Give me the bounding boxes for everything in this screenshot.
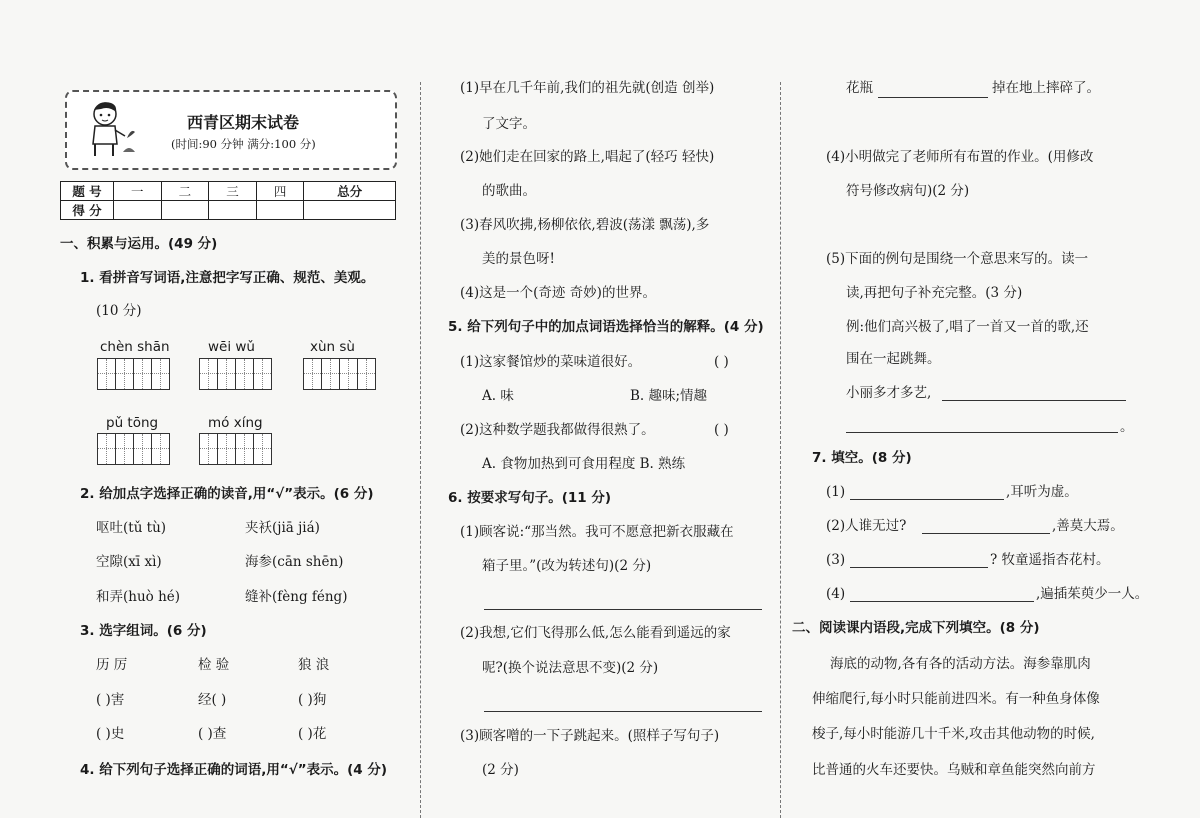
word-blank[interactable]: ( )史 bbox=[96, 726, 125, 742]
table-cell: 题 号 bbox=[61, 182, 114, 201]
question-1: 1. 看拼音写词语,注意把字写正确、规范、美观。 bbox=[80, 270, 375, 286]
section-heading: 二、阅读课内语段,完成下列填空。(8 分) bbox=[792, 620, 1040, 636]
q6-prompt: (3)顾客噌的一下子跳起来。(照样子写句子) bbox=[460, 728, 720, 744]
pronunciation-item[interactable]: 缝补(fèng féng) bbox=[245, 589, 348, 605]
answer-line[interactable] bbox=[846, 432, 1118, 433]
q6-prompt: 呢?(换个说法意思不变)(2 分) bbox=[482, 660, 659, 676]
answer-line[interactable] bbox=[922, 533, 1050, 534]
example-line: 围在一起跳舞。 bbox=[846, 351, 941, 367]
answer-line[interactable] bbox=[942, 400, 1126, 401]
reading-paragraph-line: 海底的动物,各有各的活动方法。海参靠肌肉 bbox=[830, 656, 1091, 672]
word-blank[interactable]: 经( ) bbox=[198, 692, 227, 708]
options-line[interactable]: A. 食物加热到可食用程度 B. 熟练 bbox=[482, 456, 686, 472]
exam-title: 西青区期末试卷 bbox=[187, 113, 300, 132]
section-heading: 一、积累与运用。(49 分) bbox=[60, 236, 218, 252]
column-2 bbox=[448, 0, 772, 818]
text: 小丽多才多艺, bbox=[846, 385, 932, 401]
pronunciation-item[interactable]: 呕吐(tǔ tù) bbox=[96, 520, 167, 536]
writing-grid[interactable] bbox=[304, 358, 376, 390]
answer-paren[interactable]: ( ) bbox=[714, 354, 729, 370]
answer-line[interactable] bbox=[878, 97, 988, 98]
answer-line[interactable] bbox=[850, 567, 988, 568]
pinyin-label: chèn shān bbox=[100, 339, 170, 355]
text: (1) bbox=[826, 484, 846, 500]
char-choice: 检 验 bbox=[198, 657, 230, 673]
exam-subtitle: (时间:90 分钟 满分:100 分) bbox=[171, 137, 316, 151]
text: ,遍插茱萸少一人。 bbox=[1036, 586, 1149, 602]
pronunciation-item[interactable]: 海参(cān shēn) bbox=[245, 554, 344, 570]
table-cell: 四 bbox=[256, 182, 304, 201]
column-divider bbox=[420, 82, 421, 818]
writing-grid[interactable] bbox=[200, 433, 272, 465]
text: 花瓶 bbox=[846, 80, 873, 96]
text: (4) bbox=[826, 586, 846, 602]
q6-prompt: 符号修改病句)(2 分) bbox=[846, 183, 970, 199]
q4-line: 美的景色呀! bbox=[482, 251, 555, 267]
pinyin-label: xùn sù bbox=[310, 339, 355, 355]
option-b[interactable]: B. 趣味;情趣 bbox=[630, 388, 708, 404]
q5-sentence: (2)这种数学题我都做得很熟了。 bbox=[460, 422, 655, 438]
q4-line: (4)这是一个(奇迹 奇妙)的世界。 bbox=[460, 285, 656, 301]
question-7: 7. 填空。(8 分) bbox=[812, 450, 912, 466]
option-a[interactable]: A. 味 bbox=[482, 388, 514, 404]
word-blank[interactable]: ( )狗 bbox=[298, 692, 327, 708]
char-choice: 历 厉 bbox=[96, 657, 128, 673]
pronunciation-item[interactable]: 空隙(xī xì) bbox=[96, 554, 162, 570]
answer-paren[interactable]: ( ) bbox=[714, 422, 729, 438]
table-cell: 一 bbox=[114, 182, 162, 201]
table-cell: 得 分 bbox=[61, 201, 114, 220]
pronunciation-item[interactable]: 夹袄(jiā jiá) bbox=[245, 520, 320, 536]
text: 。 bbox=[1120, 419, 1134, 435]
q6-prompt: (4)小明做完了老师所有布置的作业。(用修改 bbox=[826, 149, 1094, 165]
question-3: 3. 选字组词。(6 分) bbox=[80, 623, 207, 639]
table-cell: 总分 bbox=[304, 182, 396, 201]
q6-prompt: 读,再把句子补充完整。(3 分) bbox=[846, 285, 1023, 301]
q4-line: (1)早在几千年前,我们的祖先就(创造 创举) bbox=[460, 80, 715, 96]
word-blank[interactable]: ( )花 bbox=[298, 726, 327, 742]
question-4: 4. 给下列句子选择正确的词语,用“√”表示。(4 分) bbox=[80, 762, 388, 778]
question-2: 2. 给加点字选择正确的读音,用“√”表示。(6 分) bbox=[80, 486, 374, 502]
answer-line[interactable] bbox=[850, 499, 1004, 500]
pronunciation-item[interactable]: 和弄(huò hé) bbox=[96, 589, 181, 605]
q6-prompt: (2 分) bbox=[482, 762, 519, 778]
column-3 bbox=[792, 0, 1152, 818]
q4-line: 的歌曲。 bbox=[482, 183, 536, 199]
table-cell: 三 bbox=[209, 182, 257, 201]
q6-prompt: (1)顾客说:“那当然。我可不愿意把新衣服藏在 bbox=[460, 524, 734, 540]
question-5: 5. 给下列句子中的加点词语选择恰当的解释。(4 分) bbox=[448, 319, 764, 335]
text: ,耳听为虚。 bbox=[1006, 484, 1078, 500]
column-divider bbox=[780, 82, 781, 818]
writing-grid[interactable] bbox=[200, 358, 272, 390]
writing-grid[interactable] bbox=[98, 433, 170, 465]
text: ,善莫大焉。 bbox=[1052, 518, 1124, 534]
question-6: 6. 按要求写句子。(11 分) bbox=[448, 490, 612, 506]
reading-paragraph-line: 梭子,每小时能游几十千米,攻击其他动物的时候, bbox=[812, 726, 1095, 742]
q6-prompt: 箱子里。”(改为转述句)(2 分) bbox=[482, 558, 652, 574]
q4-line: (3)春风吹拂,杨柳依依,碧波(荡漾 飘荡),多 bbox=[460, 217, 710, 233]
writing-grid[interactable] bbox=[98, 358, 170, 390]
q6-prompt: (5)下面的例句是围绕一个意思来写的。读一 bbox=[826, 251, 1089, 267]
pinyin-label: mó xíng bbox=[208, 415, 263, 431]
q4-line: 了文字。 bbox=[482, 116, 536, 132]
question-1-points: (10 分) bbox=[96, 303, 142, 319]
q6-prompt: (2)我想,它们飞得那么低,怎么能看到遥远的家 bbox=[460, 625, 731, 641]
pinyin-label: wēi wǔ bbox=[208, 339, 255, 355]
pinyin-label: pǔ tōng bbox=[106, 415, 159, 431]
q4-line: (2)她们走在回家的路上,唱起了(轻巧 轻快) bbox=[460, 149, 715, 165]
answer-line[interactable] bbox=[484, 609, 762, 610]
answer-line[interactable] bbox=[850, 601, 1034, 602]
word-blank[interactable]: ( )查 bbox=[198, 726, 227, 742]
reading-paragraph-line: 伸缩爬行,每小时只能前进四米。有一种鱼身体像 bbox=[812, 691, 1100, 707]
q5-sentence: (1)这家餐馆炒的菜味道很好。 bbox=[460, 354, 642, 370]
table-cell: 二 bbox=[161, 182, 209, 201]
word-blank[interactable]: ( )害 bbox=[96, 692, 125, 708]
text: (3) bbox=[826, 552, 846, 568]
reading-paragraph-line: 比普通的火车还要快。乌贼和章鱼能突然向前方 bbox=[812, 762, 1096, 778]
answer-line[interactable] bbox=[484, 711, 762, 712]
text: (2)人谁无过? bbox=[826, 518, 907, 534]
column-1 bbox=[60, 0, 405, 818]
char-choice: 狼 浪 bbox=[298, 657, 330, 673]
text: 掉在地上摔碎了。 bbox=[992, 80, 1100, 96]
example-line: 例:他们高兴极了,唱了一首又一首的歌,还 bbox=[846, 319, 1089, 335]
text: ? 牧童遥指杏花村。 bbox=[990, 552, 1110, 568]
